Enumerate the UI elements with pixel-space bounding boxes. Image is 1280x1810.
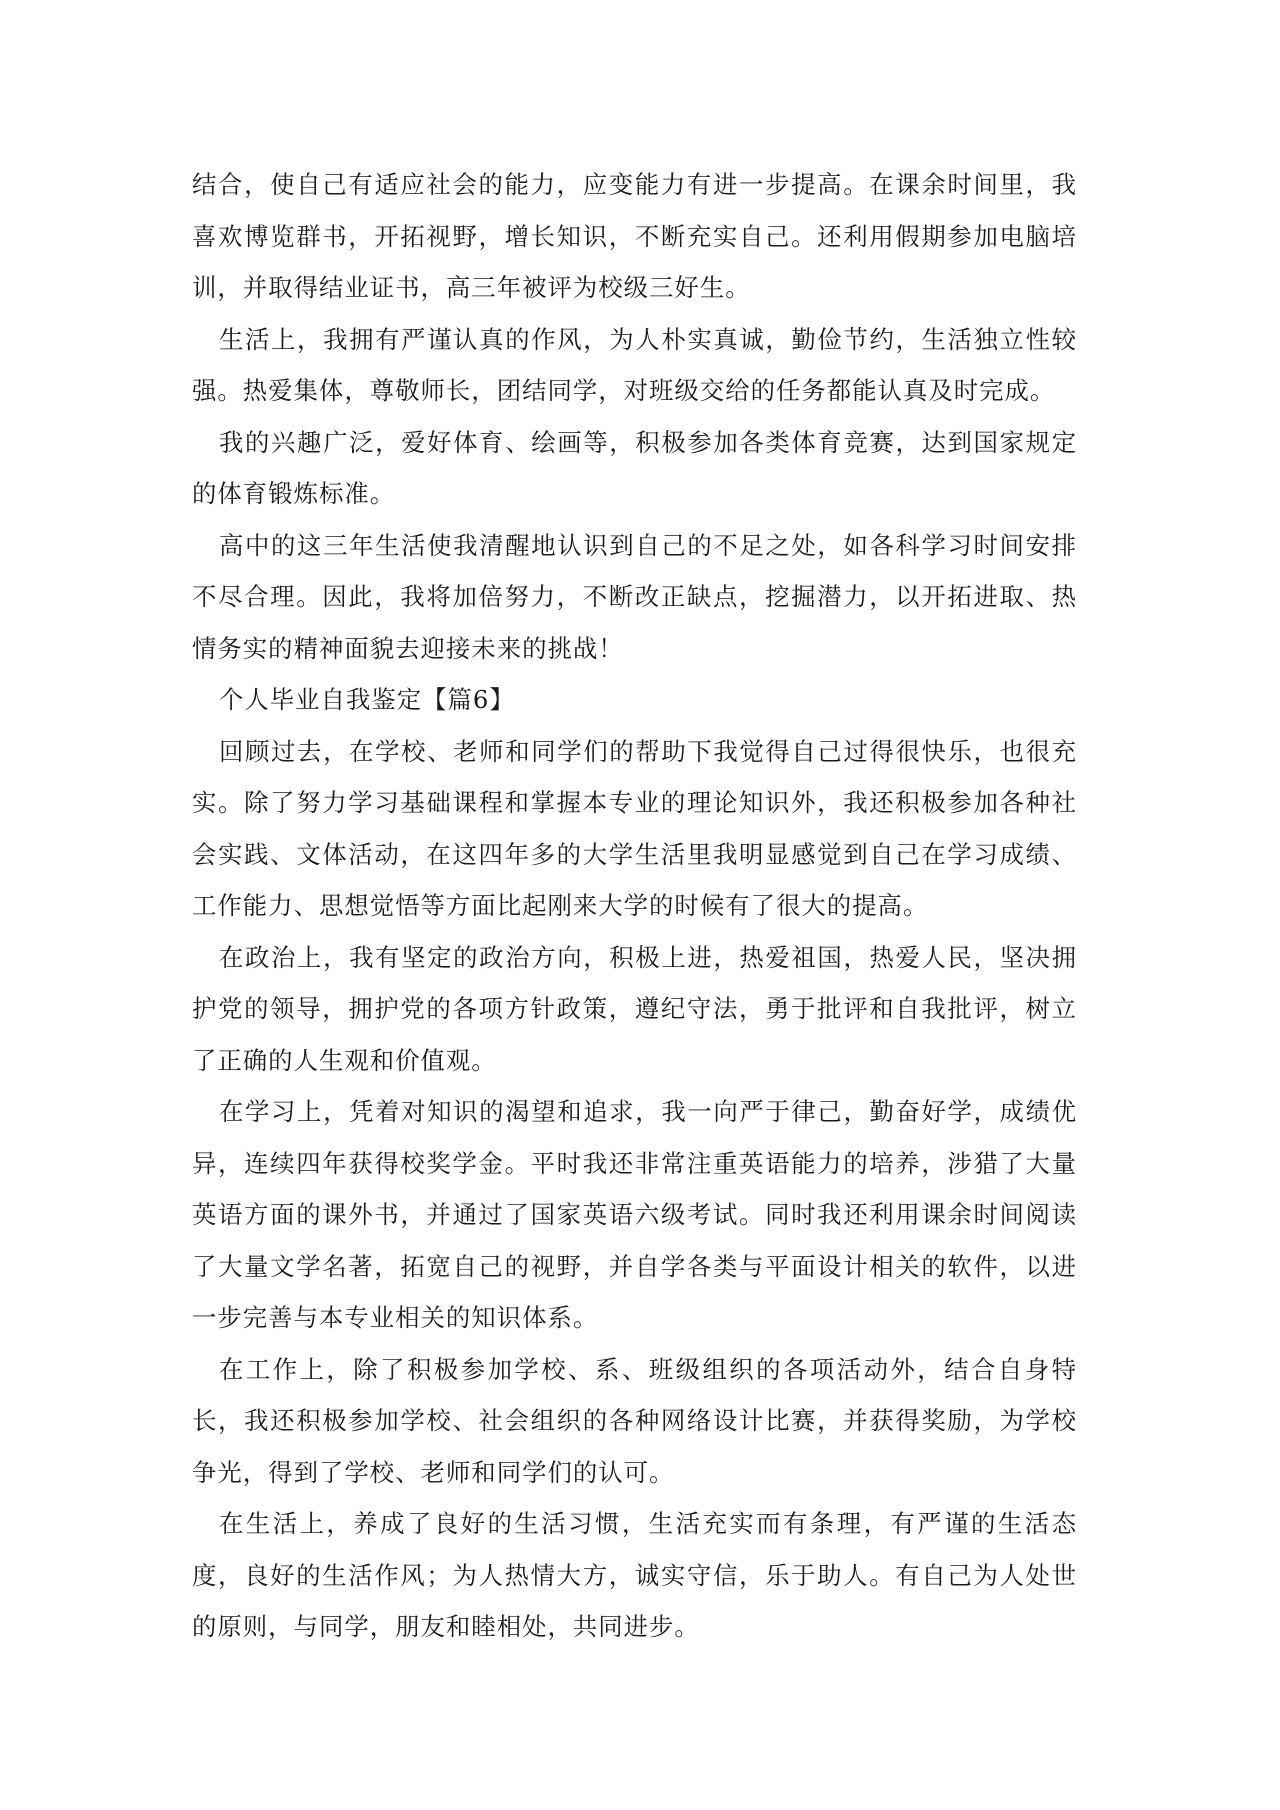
paragraph-continuation: 结合，使自己有适应社会的能力，应变能力有进一步提高。在课余时间里，我喜欢博览群书，开拓视野，增长知识，不断充实自己。还利用假期参加电脑培训，并取得结业证书，高三年被评为校级三好生。 (192, 170, 1077, 302)
document-body (192, 159, 1077, 1653)
section-heading: 个人毕业自我鉴定【篇6】 (219, 685, 515, 714)
paragraph-study: 在学习上，凭着对知识的渴望和追求，我一向严于律己，勤奋好学，成绩优异，连续四年获得校奖学金。平时我还非常注重英语能力的培养，涉猎了大量英语方面的课外书，并通过了国家英语六级考试。同时我还利用课余时间阅读了大量文学名著，拓宽自己的视野，并自学各类与平面设计相关的软件，以进一步完善与本专业相关的知识体系。 (192, 1097, 1077, 1332)
paragraph-work: 在工作上，除了积极参加学校、系、班级组织的各项活动外，结合自身特长，我还积极参加学校、社会组织的各种网络设计比赛，并获得奖励，为学校争光，得到了学校、老师和同学们的认可。 (192, 1354, 1077, 1487)
paragraph-daily-life: 在生活上，养成了良好的生活习惯，生活充实而有条理，有严谨的生活态度，良好的生活作风；为人热情大方，诚实守信，乐于助人。有自己为人处世的原则，与同学，朋友和睦相处，共同进步。 (192, 1509, 1077, 1641)
paragraph-review: 回顾过去，在学校、老师和同学们的帮助下我觉得自己过得很快乐，也很充实。除了努力学习基础课程和掌握本专业的理论知识外，我还积极参加各种社会实践、文体活动，在这四年多的大学生活里我明显感觉到自己在学习成绩、工作能力、思想觉悟等方面比起刚来大学的时候有了很大的提高。 (192, 736, 1077, 920)
paragraph-politics: 在政治上，我有坚定的政治方向，积极上进，热爱祖国，热爱人民，坚决拥护党的领导，拥护党的各项方针政策，遵纪守法，勇于批评和自我批评，树立了正确的人生观和价值观。 (192, 942, 1077, 1075)
paragraph-shortcomings: 高中的这三年生活使我清醒地认识到自己的不足之处，如各科学习时间安排不尽合理。因此，我将加倍努力，不断改正缺点，挖掘潜力，以开拓进取、热情务实的精神面貌去迎接未来的挑战！ (192, 530, 1077, 663)
paragraph-life-style: 生活上，我拥有严谨认真的作风，为人朴实真诚，勤俭节约，生活独立性较强。热爱集体，尊敬师长，团结同学，对班级交给的任务都能认真及时完成。 (192, 324, 1077, 405)
paragraph-interests: 我的兴趣广泛，爱好体育、绘画等，积极参加各类体育竞赛，达到国家规定的体育锻炼标准。 (192, 427, 1077, 508)
